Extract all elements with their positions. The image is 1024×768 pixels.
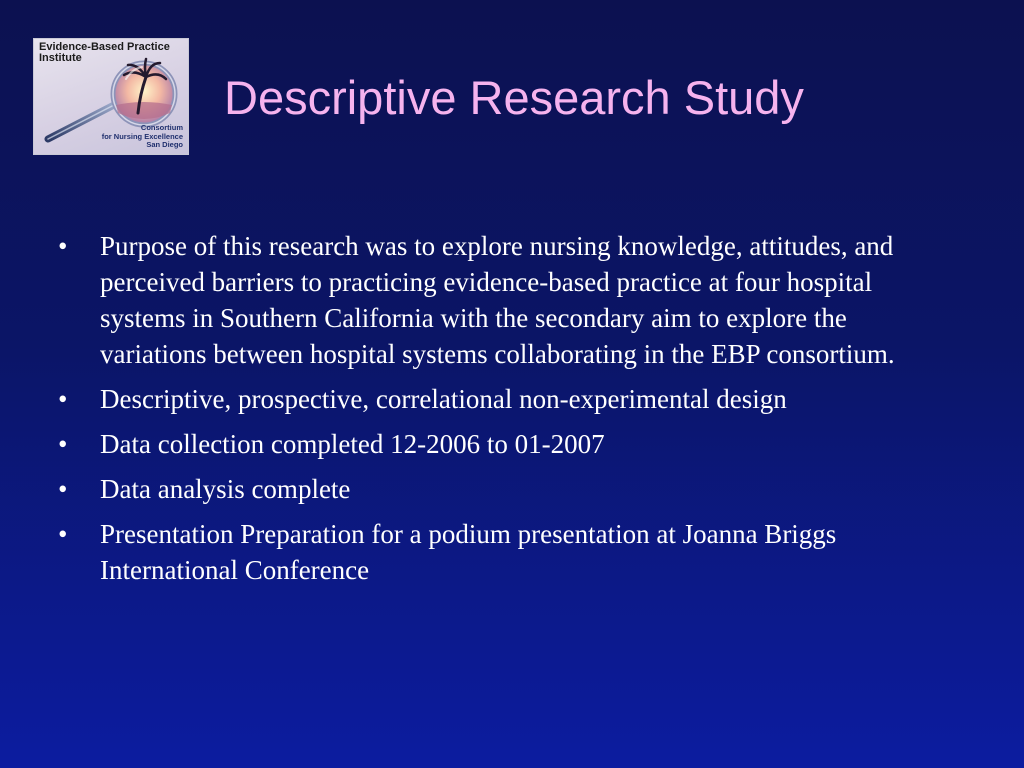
bullet-item bbox=[58, 228, 958, 372]
bullet-glyph: • bbox=[58, 429, 68, 459]
bullet-text: Data analysis complete bbox=[100, 474, 351, 504]
bullet-glyph: • bbox=[58, 519, 68, 549]
bullet-text: Descriptive, prospective, correlational non-experimental design bbox=[100, 384, 787, 414]
bullet-glyph: • bbox=[58, 474, 68, 504]
bullet-item bbox=[58, 426, 958, 462]
bullet-text: Purpose of this research was to explore nursing knowledge, attitudes, and perceived barriers to practicing evidence-based practice at four hospital systems in Southern California with the secondary aim to explore the variations between hospital systems collaborating in the EBP consortium. bbox=[100, 231, 895, 369]
bullet-text: Presentation Preparation for a podium presentation at Joanna Briggs International Conference bbox=[100, 519, 837, 585]
bullet-glyph: • bbox=[58, 231, 68, 261]
slide-title: Descriptive Research Study bbox=[224, 71, 804, 124]
bullet-text: Data collection completed 12-2006 to 01-2007 bbox=[100, 429, 605, 459]
bullet-list bbox=[58, 228, 958, 597]
logo-subtitle: Consortium for Nursing Excellence San Diego bbox=[101, 123, 183, 149]
logo bbox=[33, 38, 189, 155]
bullet-item bbox=[58, 381, 958, 417]
logo-title: Evidence-Based Practice Institute bbox=[39, 41, 170, 64]
bullet-item bbox=[58, 516, 958, 588]
bullet-item bbox=[58, 471, 958, 507]
bullet-glyph: • bbox=[58, 384, 68, 414]
